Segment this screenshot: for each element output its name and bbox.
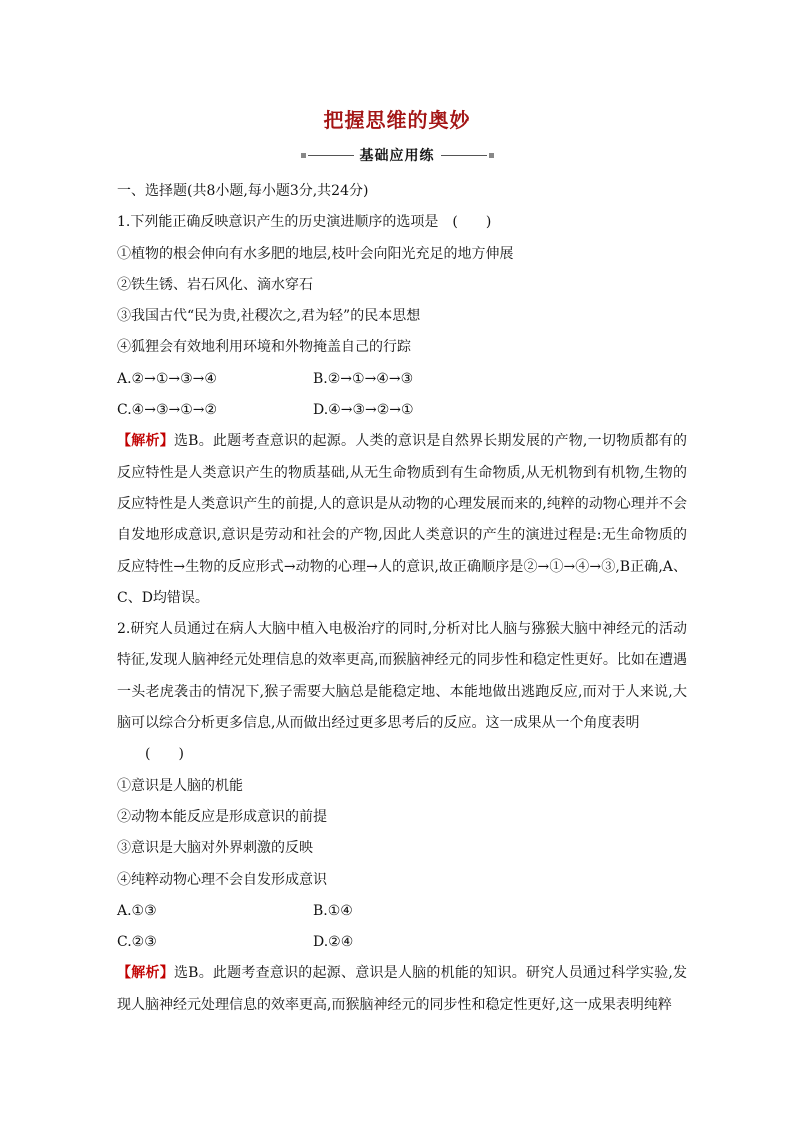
option-d: D.②④ [313,934,354,951]
question-item: ③意识是大脑对外界刺激的反映 [117,840,313,857]
question-item: ①意识是人脑的机能 [117,777,243,794]
analysis-tag: 【解析】 [117,433,174,450]
analysis [117,958,687,1021]
option-b: B.①④ [313,902,353,919]
analysis-text: 选B。此题考查意识的起源、意识是人脑的机能的知识。研究人员通过科学实验,发现人脑神经元处理信息的效率更高,而猴脑神经元的同步性和稳定性更好,这一成果表明纯粹 [117,965,687,1013]
option-b: B.②→①→④→③ [313,370,414,387]
section-title: 基础应用练 [359,148,435,164]
analysis-text: 选B。此题考查意识的起源。人类的意识是自然界长期发展的产物,一切物质都有的反应特性是人类意识产生的物质基础,从无生命物质到有生命物质,从无机物到有机物,生物的反应特性是人类意识产生的前提,人的意识是从动物的心理发展而来的,纯粹的动物心理并不会自发地形成意识,意识是劳动和社会的产物,因此人类意识的产生的演进过程是:无生命物质的反应特性→生物的反应形式→动物的心理→人的意识,故正确顺序是②→①→④→③,B正确,A、C、D均错误。 [117,433,687,606]
options-row [117,395,687,426]
analysis [117,426,687,614]
question-item: ①植物的根会伸向有水多肥的地层,枝叶会向阳光充足的地方伸展 [117,245,514,262]
banner-line-left [308,155,354,156]
options-row [117,364,687,395]
analysis-tag: 【解析】 [117,965,174,982]
answer-bracket: ( ) [145,746,184,763]
option-a: A.①③ [117,902,157,919]
question-1 [117,207,687,614]
question-stem: 2.研究人员通过在病人大脑中植入电极治疗的同时,分析对比人脑与猕猴大脑中神经元的活动特征,发现人脑神经元处理信息的效率更高,而猴脑神经元的同步性和稳定性更好。比如在遭遇一头老虎袭击的情况下,猴子需要大脑总是能稳定地、本能地做出逃跑反应,而对于人来说,大脑可以综合分析更多信息,从而做出经过更多思考后的反应。这一成果从一个角度表明 [117,621,687,732]
question-item: ③我国古代“民为贵,社稷次之,君为轻”的民本思想 [117,308,421,325]
options-row [117,927,687,958]
question-item: ②铁生锈、岩石风化、滴水穿石 [117,276,313,293]
section-heading: 一、选择题(共8小题,每小题3分,共24分) [117,183,369,199]
question-2 [117,614,687,1021]
banner-line-right [441,155,487,156]
option-a: A.②→①→③→④ [117,370,217,387]
question-item: ④纯粹动物心理不会自发形成意识 [117,871,327,888]
question-item: ④狐狸会有效地利用环境和外物掩盖自己的行踪 [117,339,411,356]
question-stem: 1.下列能正确反映意识产生的历史演进顺序的选项是 ( ) [117,214,492,231]
banner-dot-right [489,153,494,158]
question-item: ②动物本能反应是形成意识的前提 [117,808,327,825]
section-banner [0,144,794,166]
option-d: D.④→③→②→① [313,402,414,419]
content [117,176,687,1021]
page-title: 把握思维的奥妙 [323,108,471,132]
option-c: C.④→③→①→② [117,402,218,419]
options-row [117,896,687,927]
banner-dot-left [301,153,306,158]
option-c: C.②③ [117,934,157,951]
